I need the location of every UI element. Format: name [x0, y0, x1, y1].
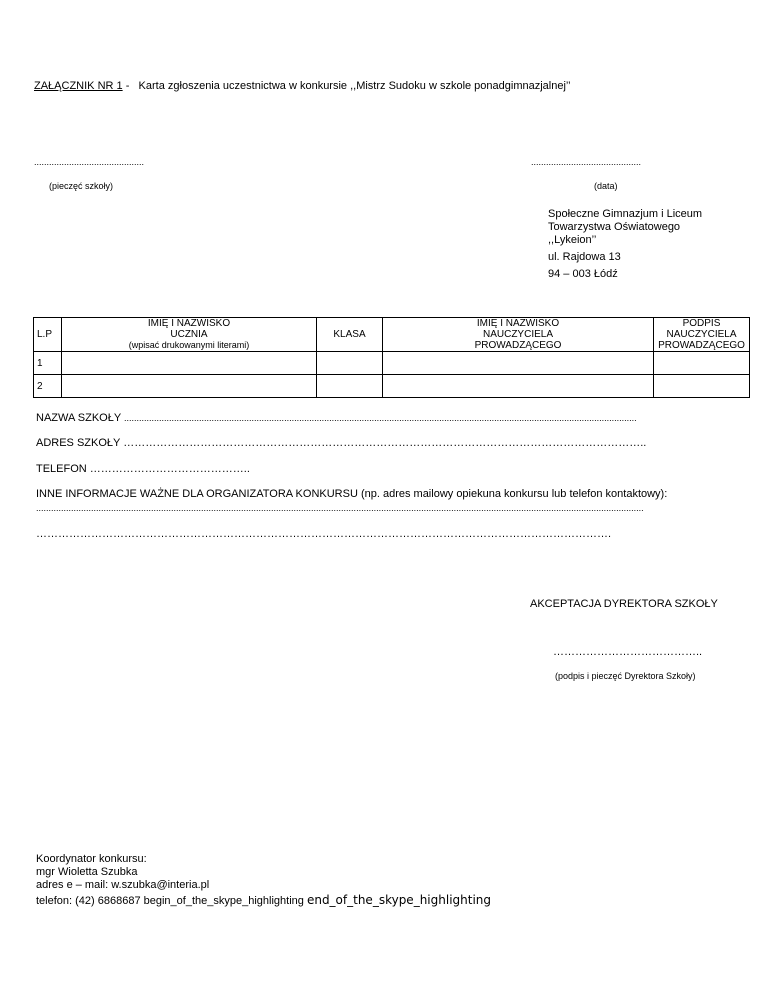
- table-row: [34, 352, 750, 375]
- class-cell[interactable]: [317, 352, 383, 375]
- coordinator-phone-tail: end_of_the_skype_highlighting: [306, 893, 492, 907]
- coordinator-email: adres e – mail: w.szubka@interia.pl: [36, 879, 210, 891]
- school-address-dots: ……………………………………………………………………………………………………………………………..: [123, 437, 647, 449]
- school-address-label: ADRES SZKOŁY: [36, 437, 121, 449]
- other-info-dots-2[interactable]: ………………………………………………………………………………………………………………………………………….: [36, 528, 612, 540]
- signature-cell[interactable]: [654, 375, 750, 398]
- coordinator-phone-text: telefon: (42) 6868687 begin_of_the_skype_highlighting: [36, 895, 304, 907]
- table-header-row: [34, 318, 750, 352]
- director-signature-label: (podpis i pieczęć Dyrektora Szkoły): [555, 671, 696, 681]
- header-student-name: IMIĘ I NAZWISKO UCZNIA (wpisać drukowanymi literami): [62, 318, 317, 352]
- phone-label: TELEFON: [36, 463, 87, 475]
- recipient-postcode: 94 – 003 Łódź: [548, 268, 618, 280]
- document-title: Karta zgłoszenia uczestnictwa w konkursie ,,Mistrz Sudoku w szkole ponadgimnazjalnej’’: [138, 80, 571, 92]
- phone-field[interactable]: [36, 463, 250, 475]
- student-name-cell[interactable]: [62, 352, 317, 375]
- document-title-line: [34, 80, 571, 92]
- coordinator-heading: Koordynator konkursu:: [36, 853, 147, 865]
- attachment-separator: -: [122, 80, 130, 92]
- date-label: (data): [594, 181, 618, 191]
- recipient-street: ul. Rajdowa 13: [548, 251, 621, 263]
- attachment-label: ZAŁĄCZNIK NR 1: [34, 80, 123, 92]
- date-dots: ............................................: [531, 157, 642, 167]
- other-info-label: INNE INFORMACJE WAŻNE DLA ORGANIZATORA KONKURSU (np. adres mailowy opiekuna konkursu lub telefon kontaktowy):: [36, 488, 668, 500]
- recipient-line-1: Społeczne Gimnazjum i Liceum: [548, 208, 703, 220]
- header-teacher-signature: PODPIS NAUCZYCIELA PROWADZĄCEGO: [654, 318, 750, 352]
- school-name-label: NAZWA SZKOŁY: [36, 412, 121, 424]
- school-address-field[interactable]: [36, 437, 736, 449]
- coordinator-phone: [36, 893, 491, 907]
- teacher-name-cell[interactable]: [383, 375, 654, 398]
- teacher-name-cell[interactable]: [383, 352, 654, 375]
- recipient-line-3: ,,Lykeion’’: [548, 234, 597, 246]
- table-row: [34, 375, 750, 398]
- class-cell[interactable]: [317, 375, 383, 398]
- director-signature-dots[interactable]: …………………………………..: [553, 646, 703, 658]
- phone-dots: ……………………………………..: [89, 463, 250, 475]
- row-number: 2: [34, 375, 62, 398]
- stamp-label: (pieczęć szkoły): [49, 181, 114, 191]
- signature-cell[interactable]: [654, 352, 750, 375]
- school-name-dots: .............................................................................................................................................................................................................: [124, 413, 637, 423]
- school-name-field[interactable]: [36, 412, 736, 424]
- student-name-cell[interactable]: [62, 375, 317, 398]
- director-acceptance-title: AKCEPTACJA DYREKTORA SZKOŁY: [530, 598, 718, 610]
- coordinator-name: mgr Wioletta Szubka: [36, 866, 138, 878]
- row-number: 1: [34, 352, 62, 375]
- header-class: KLASA: [317, 318, 383, 352]
- registration-table: [33, 317, 750, 398]
- stamp-dots: ............................................: [34, 157, 145, 167]
- recipient-line-2: Towarzystwa Oświatowego: [548, 221, 681, 233]
- header-teacher-name: IMIĘ I NAZWISKO NAUCZYCIELA PROWADZĄCEGO: [383, 318, 654, 352]
- header-lp: L.P: [34, 318, 62, 352]
- other-info-dots-1[interactable]: ...................................................................................................................................................................................................................................................: [36, 503, 644, 513]
